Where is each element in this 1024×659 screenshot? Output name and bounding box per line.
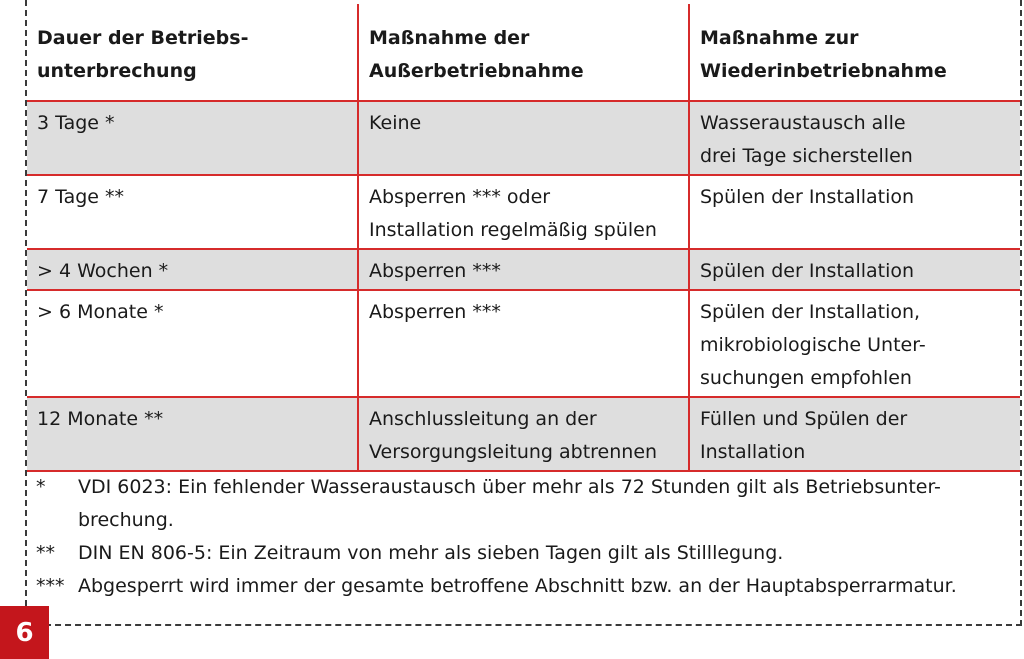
footnote [36, 537, 1016, 570]
table-row [27, 249, 1020, 290]
footnote-text: VDI 6023: Ein fehlender Wasseraustausch über mehr als 72 Stunden gilt als Betriebsunter- brechung. [78, 476, 941, 531]
cell-restart: Spülen der Installation [689, 175, 1020, 249]
header-duration: Dauer der Betriebs- unterbrechung [27, 4, 358, 101]
cell-shutdown: Absperren *** [358, 249, 689, 290]
page-number-badge: 6 [0, 606, 49, 659]
cell-restart: Spülen der Installation, mikrobiologische Unter- suchungen empfohlen [689, 290, 1020, 397]
cell-duration: 3 Tage * [27, 101, 358, 175]
cell-shutdown: Keine [358, 101, 689, 175]
table-header-row [27, 4, 1020, 101]
cell-shutdown: Anschlussleitung an der Versorgungsleitung abtrennen [358, 397, 689, 471]
footnote [36, 471, 1016, 537]
footnote-mark: ** [36, 542, 55, 564]
table-row [27, 101, 1020, 175]
footnote [36, 570, 1016, 603]
table-row [27, 290, 1020, 397]
footnote-text: DIN EN 806-5: Ein Zeitraum von mehr als sieben Tagen gilt als Stilllegung. [78, 542, 784, 564]
footnote-mark: * [36, 476, 46, 498]
footnote-mark: *** [36, 575, 65, 597]
cell-duration: > 4 Wochen * [27, 249, 358, 290]
table-row [27, 397, 1020, 471]
footnote-text: Abgesperrt wird immer der gesamte betroffene Abschnitt bzw. an der Hauptabsperrarmatur. [78, 575, 957, 597]
cell-restart: Füllen und Spülen der Installation [689, 397, 1020, 471]
cell-duration: 7 Tage ** [27, 175, 358, 249]
cell-duration: 12 Monate ** [27, 397, 358, 471]
header-shutdown-measure: Maßnahme der Außerbetriebnahme [358, 4, 689, 101]
measures-table [27, 4, 1020, 472]
footnotes [36, 471, 1016, 603]
table-row [27, 175, 1020, 249]
cell-duration: > 6 Monate * [27, 290, 358, 397]
cell-restart: Wasseraustausch alle drei Tage sicherstellen [689, 101, 1020, 175]
cell-shutdown: Absperren *** oder Installation regelmäßig spülen [358, 175, 689, 249]
header-restart-measure: Maßnahme zur Wiederinbetriebnahme [689, 4, 1020, 101]
cell-restart: Spülen der Installation [689, 249, 1020, 290]
cell-shutdown: Absperren *** [358, 290, 689, 397]
